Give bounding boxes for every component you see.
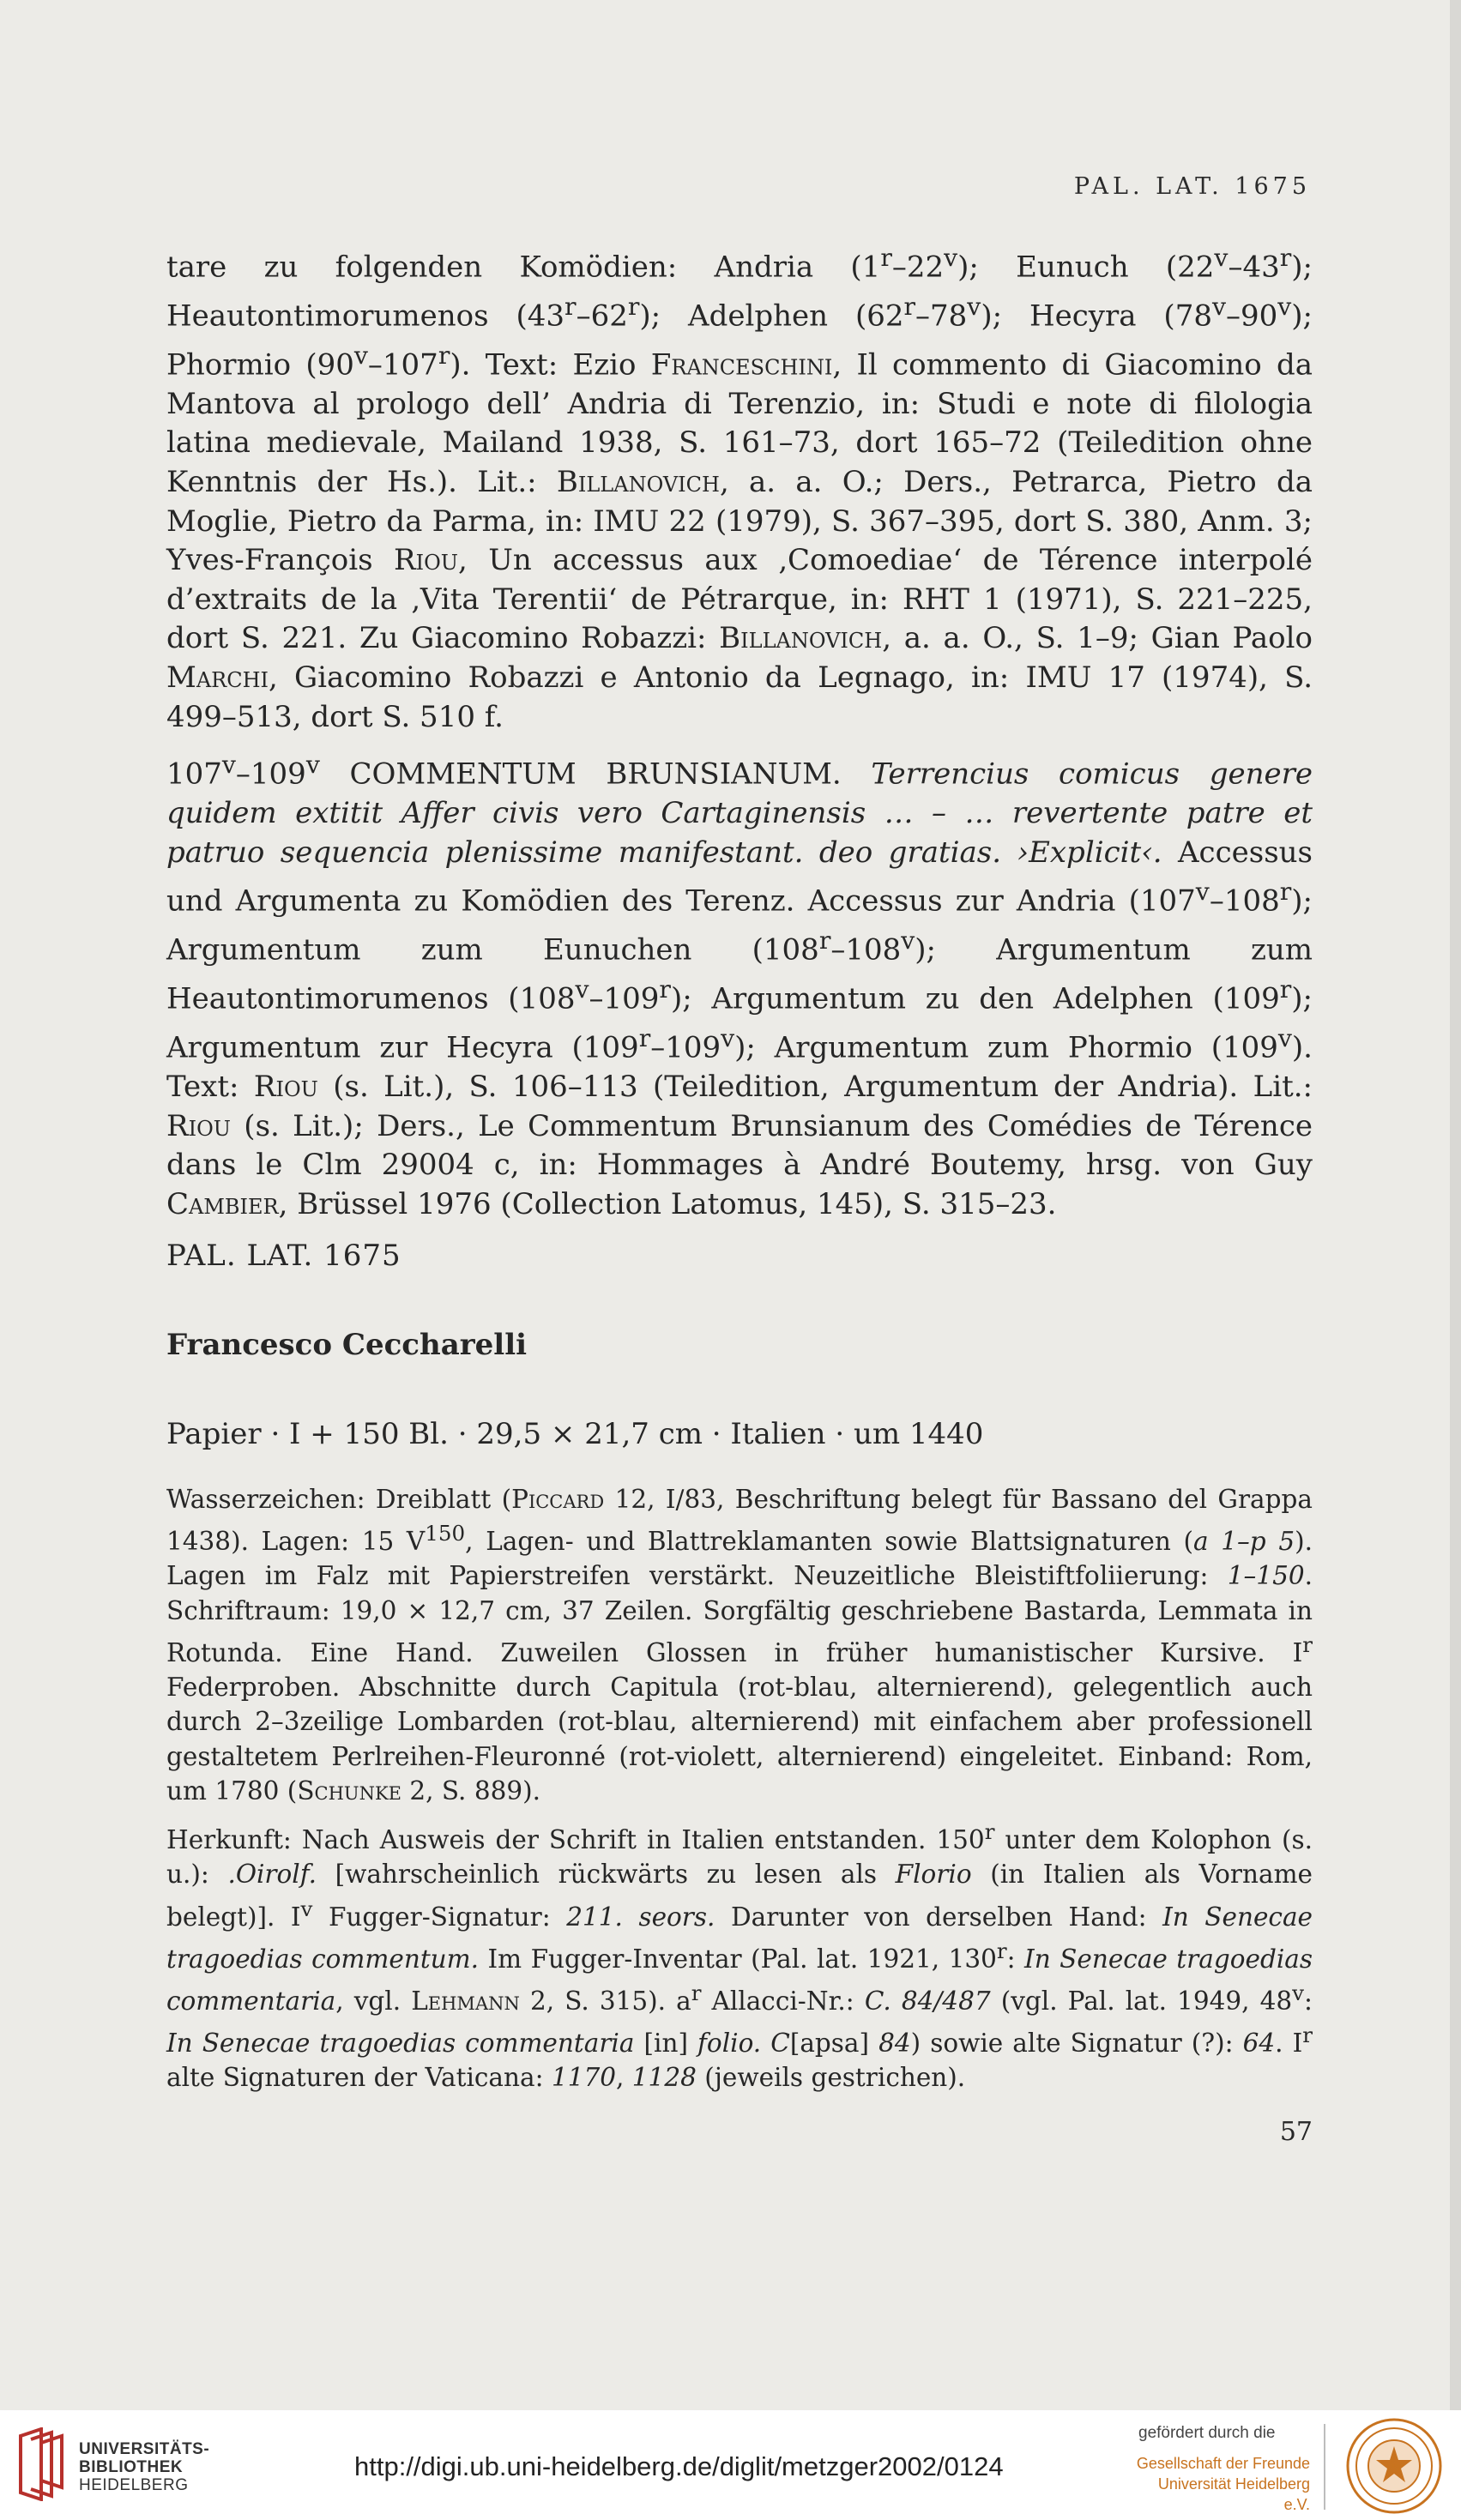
running-head: PAL. LAT. 1675 <box>1073 173 1311 200</box>
entry-paragraph: tare zu folgenden Komödien: Andria (1$^r$–22$^v$); Eunuch (22$^v$–43$^r$); Heautontimorumenos (43$^r$–62$^r$); Adelphen (62$^r$–78$^v$); Hecyra (78$^v$–90$^v$); Phormio (90$^v$–107$^r$). Text: Ezio Franceschini, Il commento di Giacomino da Mantova al prologo dell’ Andria di Terenzio, in: Studi e note di filologia latina medievale, Mailand 1938, S. 161–73, dort 165–72 (Teiledition ohne Kenntnis der Hs.). Lit.: Billanovich, a. a. O.; Ders., Petrarca, Pietro da Moglie, Pietro da Parma, in: IMU 22 (1979), S. 367–395, dort S. 380, Anm. 3; Yves-François Riou, Un accessus aux ‚Comoediae‘ de Térence interpolé d’extraits de la ‚Vita Terentii‘ de Pétrarque, in: RHT 1 (1971), S. 221–225, dort S. 221. Zu Giacomino Robazzi: Billanovich, a. a. O., S. 1–9; Gian Paolo Marchi, Giacomino Robazzi e Antonio da Legnago, in: IMU 17 (1974), S. 499–513, dort S. 510 f. <box>166 244 1313 734</box>
institution-name <box>79 2440 209 2494</box>
society-line: Universität Heidelberg e.V. <box>1157 2475 1310 2513</box>
provenance-paragraph: Herkunft: Nach Ausweis der Schrift in Italien entstanden. 150$^r$ unter dem Kolophon (s. u.): .Oirolf. [wahrscheinlich rückwärts zu lesen als Florio (in Italien als Vorname belegt)]. $I^v$ Fugger-Signatur: 211. seors. Darunter von derselben Hand: In Senecae tragoedias commentum. Im Fugger-Inventar (Pal. lat. 1921, 130$^r$: In Senecae tragoedias commentaria, vgl. Lehmann 2, S. 315). $a^r$ Allacci-Nr.: C. 84/487 (vgl. Pal. lat. 1949, 48$^v$: In Senecae tragoedias commentaria [in] folio. C[apsa] 84) sowie alte Signatur (?): 64. $I^r$ alte Signaturen der Vaticana: 1170, 1128 (jeweils gestrichen). <box>166 1819 1313 2093</box>
continued-entry <box>166 238 1313 1224</box>
footer <box>0 2410 1461 2520</box>
funded-by-label: gefördert durch die <box>1138 2424 1276 2442</box>
section-title: PAL. LAT. 1675 <box>166 1239 401 1273</box>
university-seal-icon <box>1345 2417 1443 2515</box>
institution-line: UNIVERSITÄTS- <box>79 2440 210 2458</box>
footer-divider <box>1324 2424 1325 2510</box>
institution-line: BIBLIOTHEK <box>79 2458 184 2476</box>
permalink[interactable]: http://digi.ub.uni-heidelberg.de/diglit/metzger2002/0124 <box>354 2451 1004 2481</box>
description-paragraph: Wasserzeichen: Dreiblatt (Piccard 12, I/83, Beschriftung belegt für Bassano del Grappa 1438). Lagen: 15 $V^{150}$, Lagen- und Blattreklamanten sowie Blattsignaturen (a 1–p 5). Lagen im Falz mit Papierstreifen verstärkt. Neuzeitliche Bleistiftfoliierung: 1–150. Schriftraum: 19,0 × 12,7 cm, 37 Zeilen. Sorgfältig geschriebene Bastarda, Lemmata in Rotunda. Eine Hand. Zuweilen Glossen in früher humanistischer Kursive. $I^r$ Federproben. Abschnitte durch Capitula (rot-blau, alternierend), gelegentlich auch durch 2–3zeilige Lombarden (rot-blau, alternierend) mit einfachem aber professionell gestaltetem Perlreihen-Fleuronné (rot-violett, alternierend) eingeleitet. Einband: Rom, um 1780 (Schunke 2, S. 889). <box>166 1485 1313 1806</box>
format-line: Papier · I + 150 Bl. · 29,5 × 21,7 cm · Italien · um 1440 <box>166 1417 984 1451</box>
scribe-name: Francesco Ceccharelli <box>166 1328 528 1362</box>
page-number: 57 <box>1279 2117 1313 2147</box>
page-edge <box>1450 0 1461 2410</box>
society-name <box>1129 2453 1310 2515</box>
society-line: Gesellschaft der Freunde <box>1136 2455 1310 2472</box>
institution-line: HEIDELBERG <box>79 2476 189 2494</box>
codicological-description <box>166 1482 1313 2095</box>
entry-paragraph: 107$^v$–109$^v$ COMMENTUM BRUNSIANUM. Terrencius comicus genere quidem extitit Affer civis vero Cartaginensis … – … revertente patre et patruo sequencia plenissime manifestant. deo gratias. ›Explicit‹. Accessus und Argumenta zu Komödien des Terenz. Accessus zur Andria (107$^v$–108$^r$); Argumentum zum Eunuchen (108$^r$–108$^v$); Argumentum zum Heautontimorumenos (108$^v$–109$^r$); Argumentum zu den Adelphen (109$^r$); Argumentum zur Hecyra (109$^r$–109$^v$); Argumentum zum Phormio (109$^v$). Text: Riou (s. Lit.), S. 106–113 (Teiledition, Argumentum der Andria). Lit.: Riou (s. Lit.); Ders., Le Commentum Brunsianum des Comédies de Térence dans le Clm 29004 c, in: Hommages à André Boutemy, hrsg. von Guy Cambier, Brüssel 1976 (Collection Latomus, 145), S. 315–23. <box>166 751 1313 1221</box>
library-logo-icon <box>15 2427 63 2501</box>
